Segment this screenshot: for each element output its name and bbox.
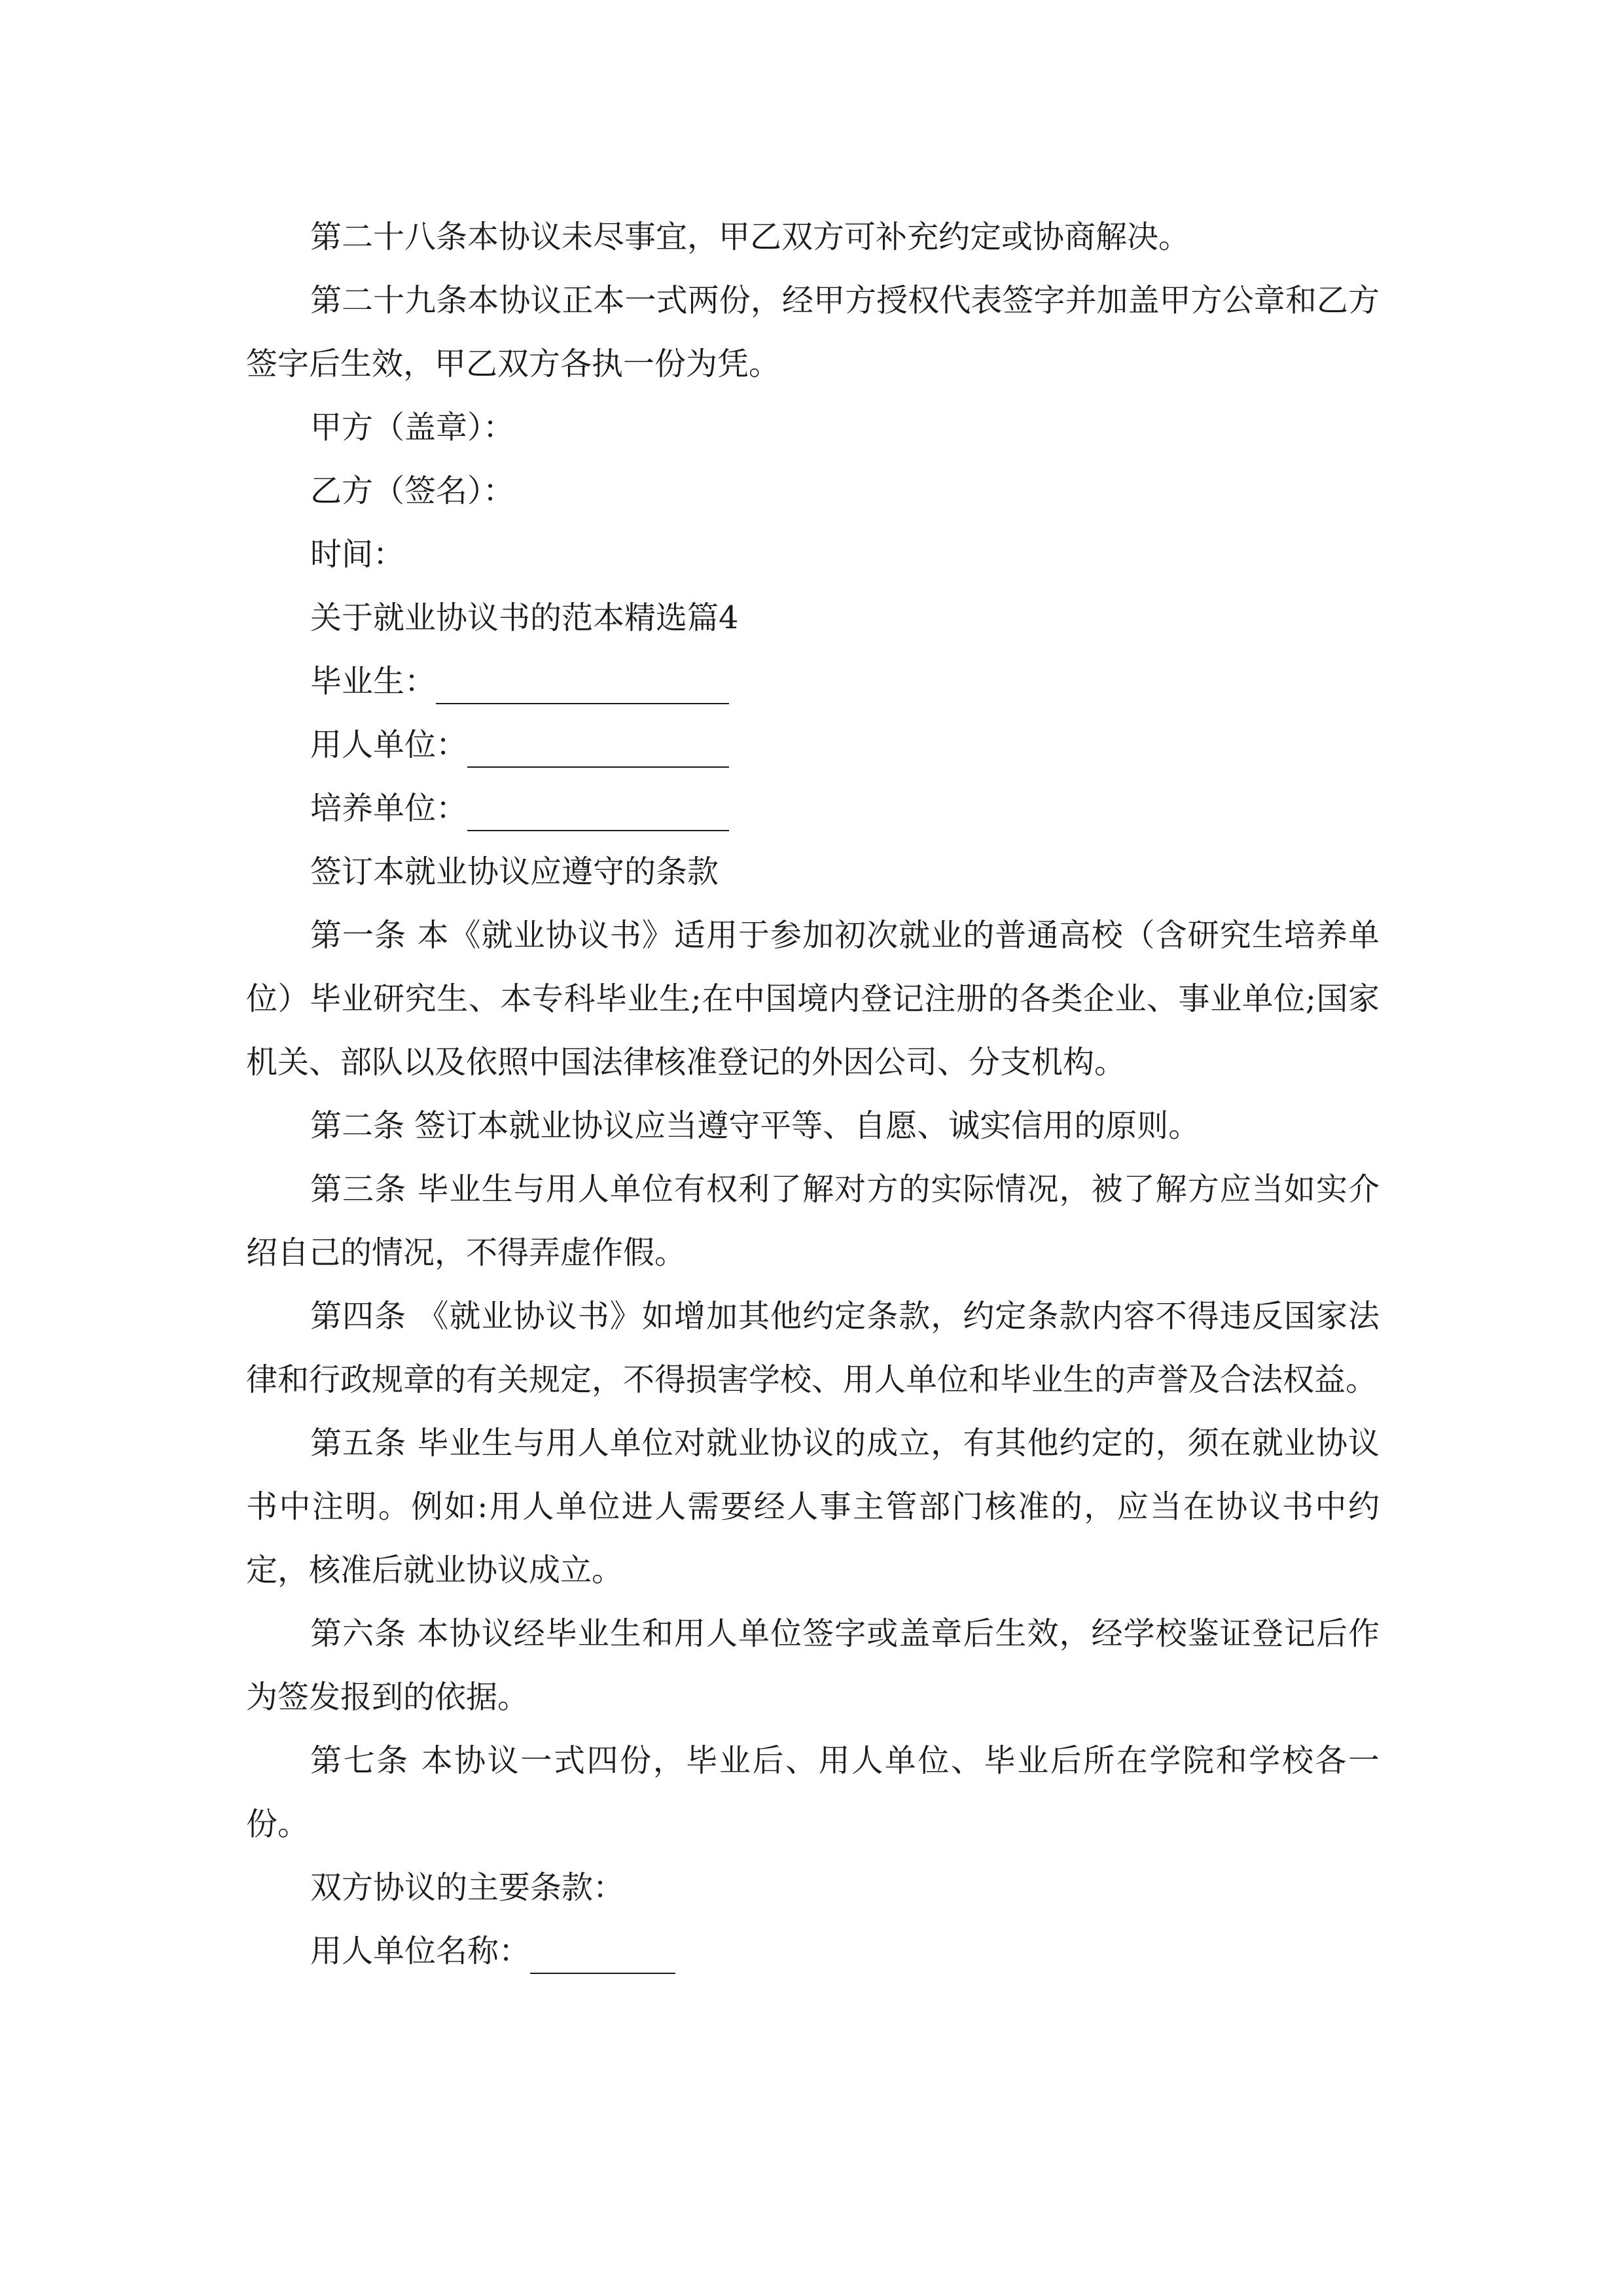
main-terms-title: 双方协议的主要条款：	[310, 1869, 625, 1906]
graduate-field-row	[246, 650, 1380, 713]
article-29: 第二十九条本协议正本一式两份，经甲方授权代表签字并加盖甲方公章和乙方签字后生效，甲乙双方各执一份为凭。	[246, 282, 1380, 382]
employer-field-row	[246, 713, 1380, 777]
article-5: 第五条 毕业生与用人单位对就业协议的成立，有其他约定的，须在就业协议书中注明。例如:用人单位进人需要经人事主管部门核准的，应当在协议书中约定，核准后就业协议成立。	[246, 1425, 1380, 1588]
section-title: 签订本就业协议应遵守的条款	[310, 853, 719, 890]
article-3: 第三条 毕业生与用人单位有权利了解对方的实际情况，被了解方应当如实介绍自己的情况，不得弄虚作假。	[246, 1171, 1380, 1271]
employer-label: 用人单位：	[310, 726, 468, 763]
graduate-blank	[436, 664, 729, 704]
employer-name-label: 用人单位名称：	[310, 1933, 531, 1969]
article-1: 第一条 本《就业协议书》适用于参加初次就业的普通高校（含研究生培养单位）毕业研究生、本专科毕业生;在中国境内登记注册的各类企业、事业单位;国家机关、部队以及依照中国法律核准登记的外因公司、分支机构。	[246, 917, 1380, 1081]
template-heading: 关于就业协议书的范本精选篇4	[310, 600, 739, 636]
graduate-label: 毕业生：	[310, 663, 437, 700]
party-b-signature: 乙方（签名）：	[310, 473, 515, 509]
article-4: 第四条 《就业协议书》如增加其他约定条款，约定条款内容不得违反国家法律和行政规章的有关规定，不得损害学校、用人单位和毕业生的声誉及合法权益。	[246, 1298, 1380, 1398]
article-2: 第二条 签订本就业协议应当遵守平等、自愿、诚实信用的原则。	[310, 1107, 1200, 1144]
date-line: 时间：	[310, 536, 405, 573]
document-body	[246, 206, 1380, 1983]
party-a-seal: 甲方（盖章）：	[310, 409, 515, 446]
article-6: 第六条 本协议经毕业生和用人单位签字或盖章后生效，经学校鉴证登记后作为签发报到的依据。	[246, 1615, 1380, 1715]
employer-name-field-row	[246, 1920, 1380, 1983]
training-unit-field-row	[246, 777, 1380, 840]
article-28: 第二十八条本协议未尽事宜，甲乙双方可补充约定或协商解决。	[310, 219, 1190, 255]
training-unit-blank	[467, 791, 729, 831]
training-unit-label: 培养单位：	[310, 790, 468, 827]
employer-blank	[467, 727, 729, 768]
employer-name-blank	[530, 1933, 675, 1974]
article-7: 第七条 本协议一式四份，毕业后、用人单位、毕业后所在学院和学校各一份。	[246, 1742, 1380, 1842]
